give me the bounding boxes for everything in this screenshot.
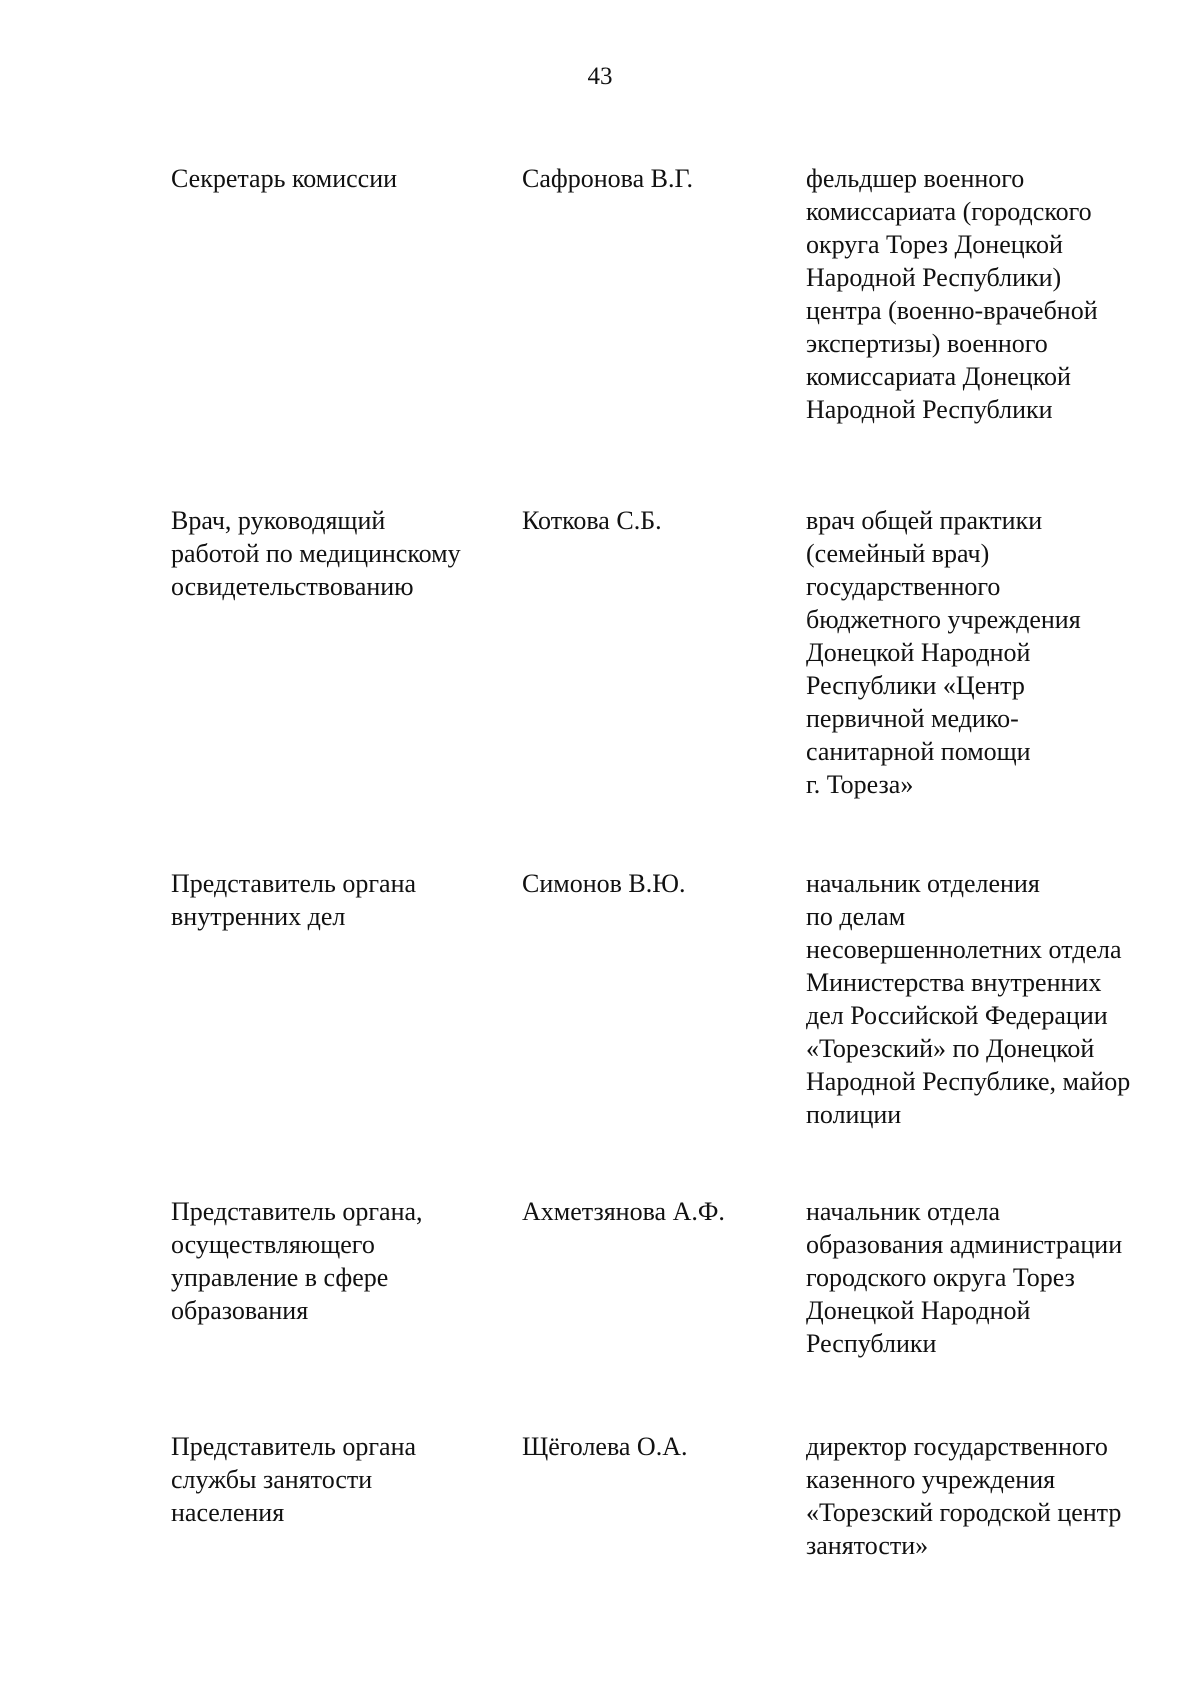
role-line: осуществляющего bbox=[171, 1230, 375, 1259]
position-line: фельдшер военного bbox=[806, 164, 1025, 193]
position-line: врач общей практики bbox=[806, 506, 1043, 535]
member-position bbox=[806, 1195, 1186, 1360]
member-name: Коткова С.Б. bbox=[522, 506, 662, 535]
position-line: несовершеннолетних отдела bbox=[806, 935, 1122, 964]
position-line: полиции bbox=[806, 1100, 902, 1129]
member-name: Симонов В.Ю. bbox=[522, 869, 686, 898]
position-line: санитарной помощи bbox=[806, 737, 1031, 766]
role-line: населения bbox=[171, 1498, 285, 1527]
member-role bbox=[171, 1430, 511, 1529]
role-line: Представитель органа bbox=[171, 1432, 417, 1461]
role-line: службы занятости bbox=[171, 1465, 373, 1494]
member-name: Щёголева О.А. bbox=[522, 1432, 688, 1461]
role-line: Представитель органа, bbox=[171, 1197, 423, 1226]
position-line: комиссариата Донецкой bbox=[806, 362, 1071, 391]
position-line: Республики «Центр bbox=[806, 671, 1025, 700]
member-position bbox=[806, 1430, 1186, 1562]
member-role bbox=[171, 504, 511, 603]
role-line: Представитель органа bbox=[171, 869, 417, 898]
position-line: начальник отдела bbox=[806, 1197, 1001, 1226]
member-position bbox=[806, 162, 1186, 426]
position-line: «Торезский городской центр bbox=[806, 1498, 1122, 1527]
member-position bbox=[806, 504, 1186, 801]
member-role bbox=[171, 1195, 511, 1327]
position-line: казенного учреждения bbox=[806, 1465, 1056, 1494]
role-line: работой по медицинскому bbox=[171, 539, 461, 568]
position-line: Министерства внутренних bbox=[806, 968, 1102, 997]
position-line: Народной Республики bbox=[806, 395, 1053, 424]
position-line: «Торезский» по Донецкой bbox=[806, 1034, 1095, 1063]
position-line: директор государственного bbox=[806, 1432, 1108, 1461]
position-line: государственного bbox=[806, 572, 1001, 601]
member-position bbox=[806, 867, 1186, 1131]
role-line: управление в сфере bbox=[171, 1263, 389, 1292]
position-line: городского округа Торез bbox=[806, 1263, 1075, 1292]
position-line: г. Тореза» bbox=[806, 770, 914, 799]
member-role bbox=[171, 162, 511, 195]
position-line: образования администрации bbox=[806, 1230, 1123, 1259]
position-line: дел Российской Федерации bbox=[806, 1001, 1108, 1030]
position-line: (семейный врач) bbox=[806, 539, 990, 568]
position-line: Республики bbox=[806, 1329, 937, 1358]
role-line: образования bbox=[171, 1296, 309, 1325]
position-line: начальник отделения bbox=[806, 869, 1040, 898]
member-name: Сафронова В.Г. bbox=[522, 164, 694, 193]
role-line: освидетельствованию bbox=[171, 572, 414, 601]
position-line: комиссариата (городского bbox=[806, 197, 1092, 226]
position-line: бюджетного учреждения bbox=[806, 605, 1081, 634]
page-number: 43 bbox=[587, 63, 613, 90]
position-line: Народной Республики) bbox=[806, 263, 1062, 292]
position-line: первичной медико- bbox=[806, 704, 1019, 733]
position-line: Донецкой Народной bbox=[806, 1296, 1031, 1325]
role-line: Секретарь комиссии bbox=[171, 164, 398, 193]
member-role bbox=[171, 867, 511, 933]
member-name: Ахметзянова А.Ф. bbox=[522, 1197, 725, 1226]
position-line: по делам bbox=[806, 902, 906, 931]
role-line: внутренних дел bbox=[171, 902, 346, 931]
position-line: Народной Республике, майор bbox=[806, 1067, 1131, 1096]
position-line: занятости» bbox=[806, 1531, 929, 1560]
role-line: Врач, руководящий bbox=[171, 506, 386, 535]
position-line: округа Торез Донецкой bbox=[806, 230, 1063, 259]
position-line: центра (военно-врачебной bbox=[806, 296, 1098, 325]
position-line: Донецкой Народной bbox=[806, 638, 1031, 667]
position-line: экспертизы) военного bbox=[806, 329, 1048, 358]
